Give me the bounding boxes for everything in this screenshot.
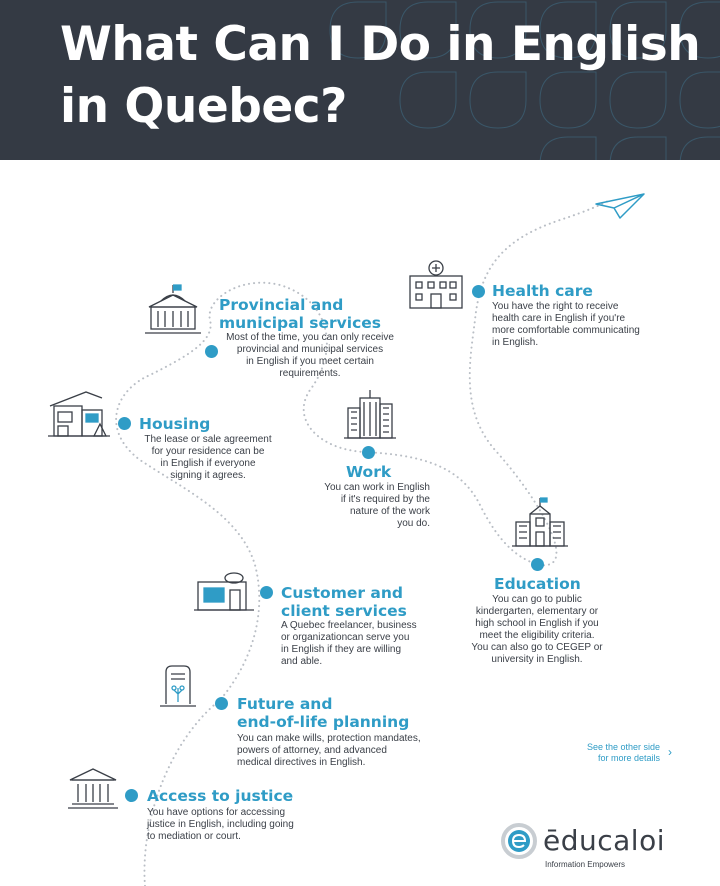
desc-line: medical directives in English. (237, 757, 366, 768)
desc-line: in English if they are willing (281, 644, 402, 655)
health-care-title: Health care (492, 282, 593, 300)
desc-line: Most of the time, you can only receive (226, 332, 394, 343)
health-care-dot (472, 285, 485, 298)
desc-line: to mediation or court. (147, 831, 241, 842)
desc-line: A Quebec freelancer, business (281, 620, 417, 631)
desc-line: You can go to public (492, 594, 582, 605)
education-description (462, 594, 612, 666)
title-line: client services (281, 602, 407, 620)
desc-line: more comfortable communicating (492, 325, 640, 336)
future-title (237, 695, 409, 731)
paper-plane-icon (594, 192, 646, 220)
desc-line: or organizationcan serve you (281, 632, 410, 643)
desc-line: You can work in English (324, 482, 430, 493)
see-other-line: for more details (597, 753, 660, 763)
education-title: Education (494, 575, 581, 593)
see-other-line: See the other side (586, 742, 660, 752)
customer-title (281, 584, 407, 620)
desc-line: signing it agrees. (170, 470, 246, 481)
see-other-side-link[interactable] (560, 742, 672, 764)
desc-line: meet the eligibility criteria. (479, 630, 595, 641)
future-dot (215, 697, 228, 710)
desc-line: in English. (492, 337, 539, 348)
title-line: Future and (237, 695, 333, 713)
future-description (237, 733, 457, 769)
desc-line: You can make wills, protection mandates, (237, 733, 421, 744)
work-title: Work (346, 463, 392, 481)
education-dot (531, 558, 544, 571)
desc-line: powers of attorney, and advanced (237, 745, 387, 756)
educaloi-logo-icon (500, 822, 538, 860)
customer-dot (260, 586, 273, 599)
chevron-right-icon: › (668, 745, 672, 759)
gravestone-icon (160, 664, 196, 710)
housing-dot (118, 417, 131, 430)
storefront-icon (194, 572, 254, 614)
work-dot (362, 446, 375, 459)
desc-line: high school in English if you (475, 618, 599, 629)
work-description (300, 482, 430, 530)
title-line: Provincial and (219, 296, 344, 314)
title-line-1: What Can I Do in English (60, 17, 701, 72)
logo-tagline: Information Empowers (545, 860, 626, 869)
desc-line: you do. (397, 518, 430, 529)
justice-title: Access to justice (147, 787, 294, 805)
desc-line: and able. (281, 656, 323, 667)
desc-line: in English if everyone (160, 458, 256, 469)
health-care-description (492, 301, 692, 349)
desc-line: kindergarten, elementary or (475, 606, 599, 617)
provincial-title (219, 296, 381, 332)
title-line: end-of-life planning (237, 713, 410, 731)
government-building-icon (143, 283, 203, 335)
desc-line: You have options for accessing (147, 807, 286, 818)
house-icon (48, 388, 110, 440)
provincial-description (210, 332, 410, 380)
desc-line: You have the right to receive (492, 301, 619, 312)
justice-dot (125, 789, 138, 802)
school-icon (512, 496, 568, 548)
desc-line: requirements. (279, 368, 341, 379)
housing-title: Housing (139, 415, 211, 433)
desc-line: for your residence can be (151, 446, 265, 457)
header-banner (0, 0, 720, 160)
educaloi-logo-text: ēducaloi (543, 824, 665, 857)
desc-line: health care in English if you're (492, 313, 626, 324)
desc-line: The lease or sale agreement (144, 434, 272, 445)
desc-line: if it's required by the (340, 494, 430, 505)
page-title (60, 14, 700, 138)
desc-line: provincial and municipal services (236, 344, 384, 355)
desc-line: nature of the work (349, 506, 430, 517)
customer-description (281, 620, 451, 668)
housing-description (128, 434, 288, 482)
office-tower-icon (344, 388, 396, 440)
desc-line: university in English. (491, 654, 583, 665)
courthouse-icon (68, 766, 118, 810)
title-line-2: in Quebec? (60, 79, 347, 134)
desc-line: justice in English, including going (147, 819, 294, 830)
hospital-icon (408, 258, 464, 310)
title-line: municipal services (219, 314, 382, 332)
title-line: Customer and (281, 584, 403, 602)
justice-description (147, 807, 347, 843)
desc-line: You can also go to CEGEP or (471, 642, 603, 653)
desc-line: in English if you meet certain (246, 356, 374, 367)
